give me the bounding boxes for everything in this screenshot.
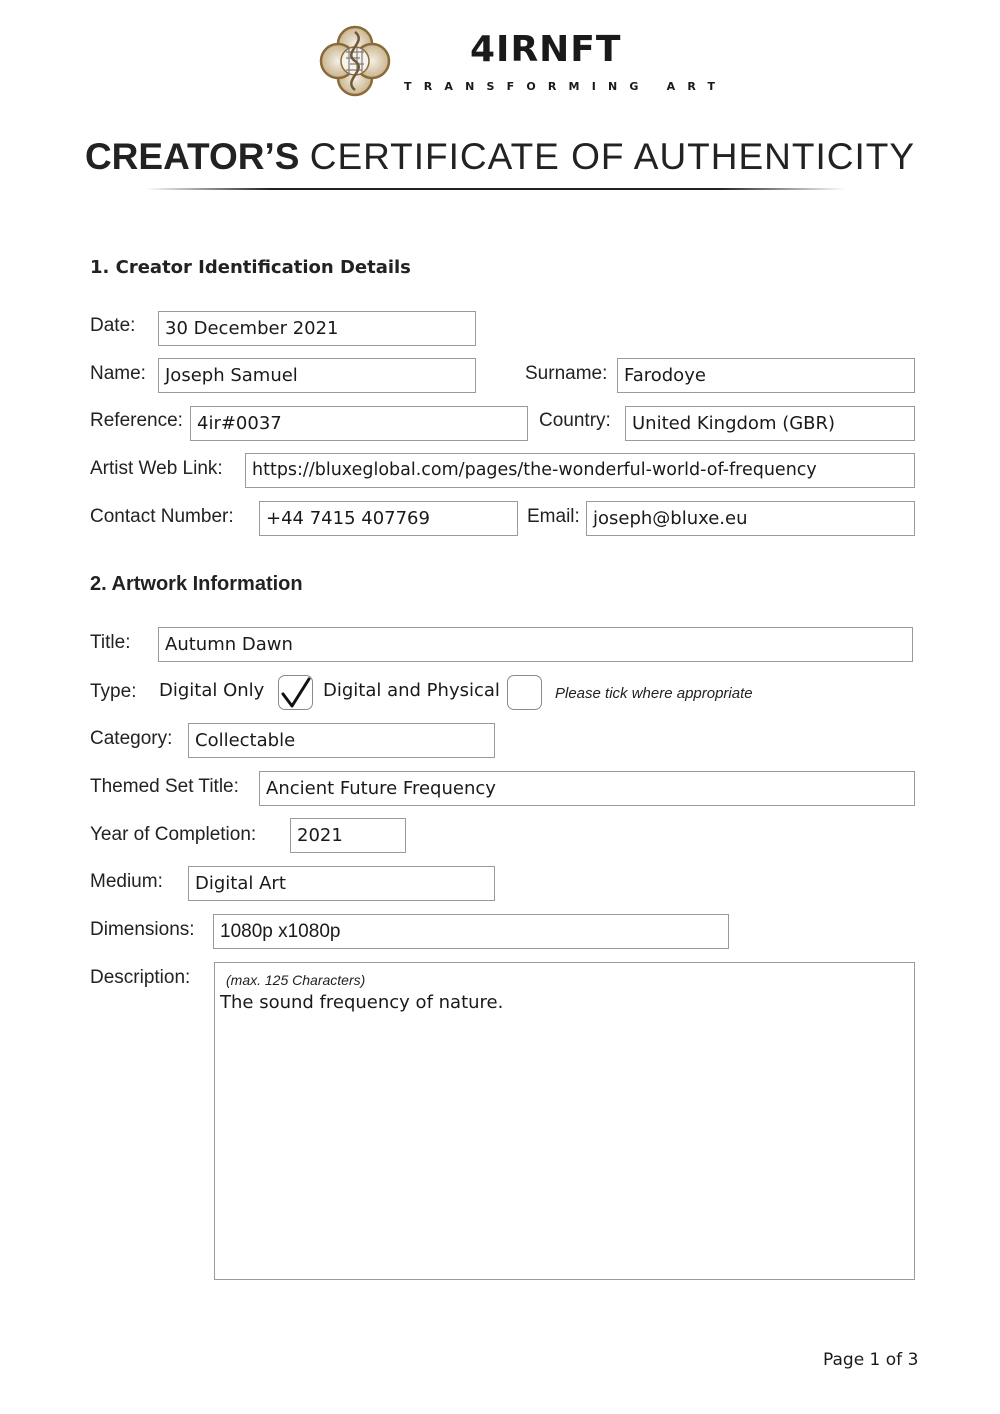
- description-hint: (max. 125 Characters): [226, 972, 366, 988]
- dimensions-label: Dimensions:: [90, 919, 195, 940]
- year-label: Year of Completion:: [90, 824, 257, 845]
- checkmark-icon: [279, 676, 314, 711]
- date-field[interactable]: 30 December 2021: [158, 311, 476, 346]
- type-option-digital-only-label: Digital Only: [159, 680, 265, 701]
- dimensions-field[interactable]: 1080p x1080p: [213, 914, 729, 949]
- section-heading-artwork: 2. Artwork Information: [90, 573, 303, 595]
- description-text: The sound frequency of nature.: [220, 992, 504, 1013]
- certificate-title: [0, 135, 1000, 179]
- brand-name: 4IRNFT: [470, 29, 622, 70]
- contact-field[interactable]: +44 7415 407769: [259, 501, 518, 536]
- weblink-field[interactable]: https://bluxeglobal.com/pages/the-wonderful-world-of-frequency: [245, 453, 915, 488]
- type-hint: Please tick where appropriate: [555, 685, 753, 702]
- country-label: Country:: [539, 410, 611, 431]
- type-label: Type:: [90, 681, 137, 702]
- themed-set-label: Themed Set Title:: [90, 776, 239, 797]
- medium-label: Medium:: [90, 871, 163, 892]
- reference-field[interactable]: 4ir#0037: [190, 406, 528, 441]
- reference-label: Reference:: [90, 410, 183, 431]
- section-heading-creator: 1. Creator Identification Details: [90, 257, 411, 278]
- title-field[interactable]: Autumn Dawn: [158, 627, 913, 662]
- title-bold: CREATOR’S: [84, 136, 300, 177]
- contact-label: Contact Number:: [90, 506, 234, 527]
- weblink-label: Artist Web Link:: [90, 458, 223, 479]
- category-label: Category:: [90, 728, 173, 749]
- title-label: Title:: [90, 632, 131, 653]
- title-rest: CERTIFICATE OF AUTHENTICITY: [309, 136, 916, 177]
- brand-logo-icon: [316, 22, 394, 100]
- brand-tagline: TRANSFORMING ART: [404, 80, 728, 93]
- email-field[interactable]: joseph@bluxe.eu: [586, 501, 915, 536]
- surname-field[interactable]: Farodoye: [617, 358, 915, 393]
- name-field[interactable]: Joseph Samuel: [158, 358, 476, 393]
- description-field[interactable]: [214, 962, 915, 1280]
- category-field[interactable]: Collectable: [188, 723, 495, 758]
- date-label: Date:: [90, 315, 136, 336]
- title-divider: [145, 188, 845, 190]
- surname-label: Surname:: [525, 363, 608, 384]
- description-label: Description:: [90, 967, 191, 988]
- medium-field[interactable]: Digital Art: [188, 866, 495, 901]
- page-number: Page 1 of 3: [823, 1350, 919, 1370]
- email-label: Email:: [527, 506, 580, 527]
- name-label: Name:: [90, 363, 146, 384]
- year-field[interactable]: 2021: [290, 818, 406, 853]
- themed-set-field[interactable]: Ancient Future Frequency: [259, 771, 915, 806]
- digital-physical-checkbox[interactable]: [507, 675, 542, 710]
- country-field[interactable]: United Kingdom (GBR): [625, 406, 915, 441]
- digital-only-checkbox[interactable]: [278, 675, 313, 710]
- type-option-digital-physical-label: Digital and Physical: [323, 680, 500, 701]
